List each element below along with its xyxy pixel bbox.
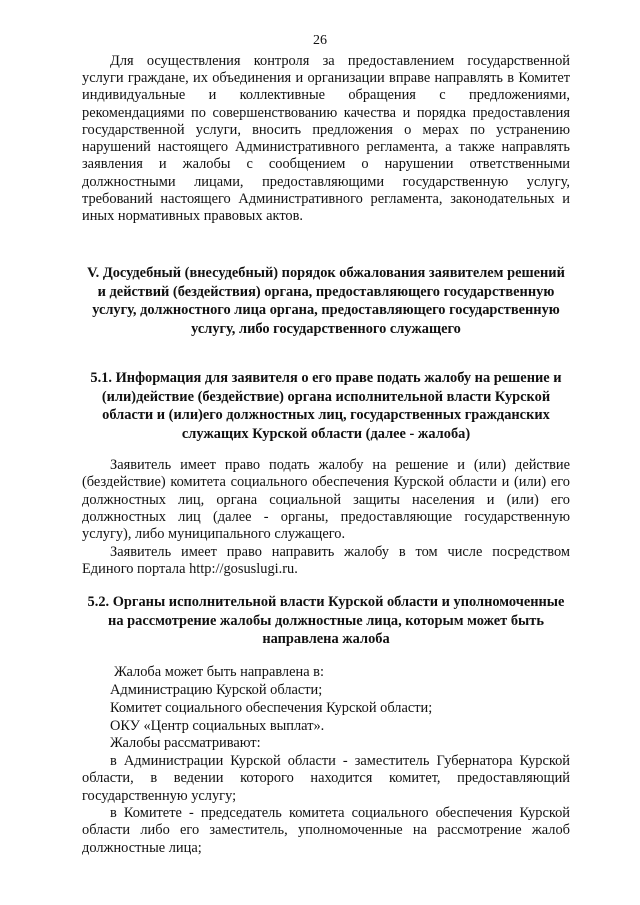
complaint-destination-committee: Комитет социального обеспечения Курской области;	[110, 700, 433, 716]
control-paragraph-first-line: Для осуществления контроля за предоставлением государственной	[110, 53, 570, 69]
subsection-5-1-heading: 5.1. Информация для заявителя о его праве подать жалобу на решение и (или)действие (бездействие) органа исполнительной власти Курской области и (или)его должностных лиц, государственных гражданских служащих Курской области (далее - жалоба)	[90, 370, 562, 442]
complaint-destination-intro: Жалоба может быть направлена в:	[114, 664, 324, 680]
control-paragraph-body: услуги граждане, их объединения и организации вправе направлять в Комитет индивидуальные и коллективные обращения с предложениями, рекомендациями по совершенствованию качества и порядка предоставления государственной услуги, вносить предложения о мерах по устранению нарушений настоящего Административного регламента, а также направлять заявления и жалобы с сообщением о нарушении ответственными должностными лицами, предоставляющими государственную услугу, требований настоящего Административного регламента, законодательных и иных нормативных правовых актов.	[82, 70, 570, 225]
section-v-heading: V. Досудебный (внесудебный) порядок обжалования заявителем решений и действий (бездействия) органа, предоставляющего государственную услугу, должностного лица органа, предоставляющего государственную услугу, либо государственного служащего	[87, 265, 565, 337]
subsection-5-1-paragraph-1: Заявитель имеет право подать жалобу на решение и (или) действие (бездействие) комитета социального обеспечения Курской области и (или) его должностных лиц, органа социальной защиты населения и (или) его должностных лиц (далее - органы, предоставляющие государственную услугу), либо муниципального служащего.	[82, 457, 570, 543]
page-number: 26	[313, 33, 327, 48]
reviewer-administration-paragraph: в Администрации Курской области - заместитель Губернатора Курской области, в ведении которого находится комитет, предоставляющий государственную услугу;	[82, 753, 570, 804]
subsection-5-2-heading: 5.2. Органы исполнительной власти Курской области и уполномоченные на рассмотрение жалобы должностные лица, которым может быть направлена жалоба	[87, 594, 565, 647]
complaint-destination-administration: Администрацию Курской области;	[110, 682, 323, 698]
subsection-5-1-paragraph-2: Заявитель имеет право направить жалобу в том числе посредством Единого портала http://gosuslugi.ru.	[82, 544, 570, 578]
complaint-destination-oku: ОКУ «Центр социальных выплат».	[110, 718, 325, 734]
reviewer-committee-paragraph: в Комитете - председатель комитета социального обеспечения Курской области либо его заместитель, уполномоченные на рассмотрение жалоб должностные лица;	[82, 805, 570, 856]
complaints-reviewers-intro: Жалобы рассматривают:	[110, 735, 261, 751]
